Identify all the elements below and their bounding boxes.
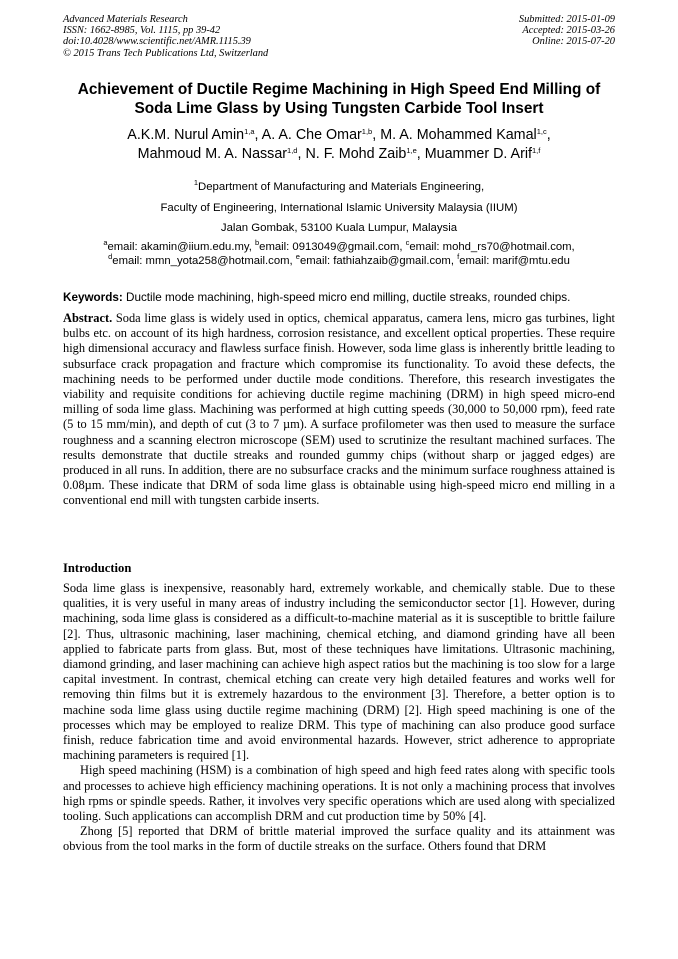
keywords-label: Keywords: [63, 291, 123, 304]
paragraph: High speed machining (HSM) is a combination of high speed and high feed rates along with specific tools and processes to achieve high efficiency machining operations. It is not only a machining process that involves high rpms or spindle speeds. Rather, it involves very specific operations which are used along with specialized tooling. Such applications can accomplish DRM and cut production time by 50% [4]. [63, 763, 615, 824]
email-line [30, 240, 648, 254]
author-affiliation-mark: 1,e [406, 146, 417, 155]
submitted-date: Submitted: 2015-01-09 [518, 14, 615, 25]
affiliation-line: Jalan Gombak, 53100 Kuala Lumpur, Malaysia [220, 222, 458, 234]
abstract-text: Soda lime glass is widely used in optics, chemical apparatus, camera lens, micro gas turbines, light bulbs etc. on account of its high hardness, corrosion resistance, and excellent optical properties. These require high dimensional accuracy and flawless surface finish. However, soda lime glass is inherently brittle leading to subsurface crack propagation and fracture which compromise its functionality. To avoid these defects, the machining needs to be performed under ductile mode conditions. Therefore, this research investigates the viability and requisite conditions for achieving ductile regime machining (DRM) in high speed micro-end milling of soda lime glass. Machining was performed at high cutting speeds (30,000 to 50,000 rpm), feed rate (5 to 15 mm/min), and depth of cut (3 to 7 µm). A surface profilometer was then used to measure the surface roughness and a scanning electron microscope (SEM) used to scrutinize the resultant machined surfaces. The results demonstrate that ductile streaks and rounded gummy chips (without sharp or jagged edges) are produced in all runs. In addition, there are no subsurface cracks and the minimum surface roughness attained is 0.08µm. These indicate that DRM of soda lime glass is obtainable using high-speed micro end milling in a conventional end mill with tungsten carbide inserts. [63, 311, 615, 508]
author-separator: , [546, 127, 551, 143]
author-list [40, 126, 638, 164]
author-name: A.K.M. Nurul Amin [127, 127, 245, 143]
copyright-line: © 2015 Trans Tech Publications Ltd, Switzerland [63, 47, 269, 59]
email-address: email: mohd_rs70@hotmail.com, [409, 241, 575, 253]
author-line [40, 126, 638, 145]
author-name: Muammer D. Arif [424, 146, 532, 162]
abstract-label: Abstract. [63, 311, 113, 325]
email-address: email: marif@mtu.edu [459, 255, 570, 267]
paper-title [50, 80, 628, 118]
keywords-text: Ductile mode machining, high-speed micro end milling, ductile streaks, rounded chips. [122, 291, 571, 304]
accepted-date: Accepted: 2015-03-26 [522, 25, 615, 37]
email-address: email: 0913049@gmail.com, [259, 241, 406, 253]
issn-line: ISSN: 1662-8985, Vol. 1115, pp 39-42 [63, 25, 221, 37]
section-heading-introduction: Introduction [63, 561, 132, 575]
abstract [63, 311, 615, 509]
affiliation [40, 177, 638, 239]
author-name: Mahmoud M. A. Nassar [137, 146, 288, 162]
author-affiliation-mark: 1,f [532, 146, 541, 155]
affiliation-line [40, 177, 638, 198]
journal-name: Advanced Materials Research [63, 14, 188, 25]
author-separator: , [416, 146, 425, 162]
keywords [63, 291, 615, 305]
author-separator: , [254, 127, 262, 143]
affiliation-line: Faculty of Engineering, International Islamic University Malaysia (IIUM) [160, 201, 518, 214]
author-affiliation-mark: 1,a [244, 127, 255, 136]
author-affiliation-mark: 1,d [287, 146, 298, 155]
email-mark: e [295, 252, 300, 261]
email-mark: b [254, 238, 260, 247]
email-mark: a [103, 238, 108, 247]
submission-dates [519, 14, 615, 48]
author-affiliation-mark: 1,b [361, 127, 373, 136]
author-separator: , [372, 127, 381, 143]
author-line [40, 145, 638, 164]
doi-line: doi:10.4028/www.scientific.net/AMR.1115.39 [63, 36, 251, 48]
email-mark: f [457, 252, 460, 261]
introduction-body [63, 581, 615, 855]
author-separator: , [297, 146, 306, 162]
author-affiliation-mark: 1,c [536, 127, 547, 136]
email-address: email: mmn_yota258@hotmail.com, [112, 255, 296, 267]
online-date: Online: 2015-07-20 [532, 36, 615, 48]
title-line: Achievement of Ductile Regime Machining in High Speed End Milling of [77, 81, 601, 98]
paragraph: Soda lime glass is inexpensive, reasonably hard, extremely workable, and chemically stable. Due to these qualities, it is very useful in many areas of industry including the semiconductor sector [1]. However, during machining, soda lime glass is considered as a difficult-to-machine material as it is susceptible to brittle failure [2]. Thus, ultrasonic machining, laser machining, chemical etching, and diamond grinding have all been applied to fabricate parts from glass. But, most of these techniques have limitations. Ultrasonic machining, diamond grinding, and laser machining can achieve high aspect ratios but the machining is too slow for a large capital investment. In contrast, chemical etching can create very high detailed features and works well for removing thin films but it is extremely hazardous to the environment [3]. Therefore, a better option is to machine soda lime glass using ductile regime machining (DRM) [2]. High speed machining is one of the processes which may be employed to realize DRM. This type of machining can also produce good surface finish, reduce fabrication time and avoid environmental hazards. However, strict adherence to appropriate machining parameters is required [1]. [63, 581, 615, 763]
author-name: A. A. Che Omar [261, 127, 362, 143]
email-mark: c [405, 238, 410, 247]
author-name: N. F. Mohd Zaib [305, 146, 407, 162]
paragraph: Zhong [5] reported that DRM of brittle material improved the surface quality and its attainment was obvious from the tool marks in the form of ductile streaks on the surface. Others found that DRM [63, 824, 615, 854]
email-line [30, 254, 648, 268]
title-line: Soda Lime Glass by Using Tungsten Carbide Tool Insert [134, 100, 544, 117]
email-address: email: akamin@iium.edu.my, [107, 241, 255, 253]
author-name: M. A. Mohammed Kamal [380, 127, 537, 143]
email-list [30, 240, 648, 268]
journal-info [63, 14, 268, 59]
email-address: email: fathiahzaib@gmail.com, [299, 255, 458, 267]
affiliation-mark: 1 [193, 178, 198, 187]
email-mark: d [108, 252, 113, 261]
affiliation-text: Department of Manufacturing and Materials Engineering, [197, 181, 485, 193]
